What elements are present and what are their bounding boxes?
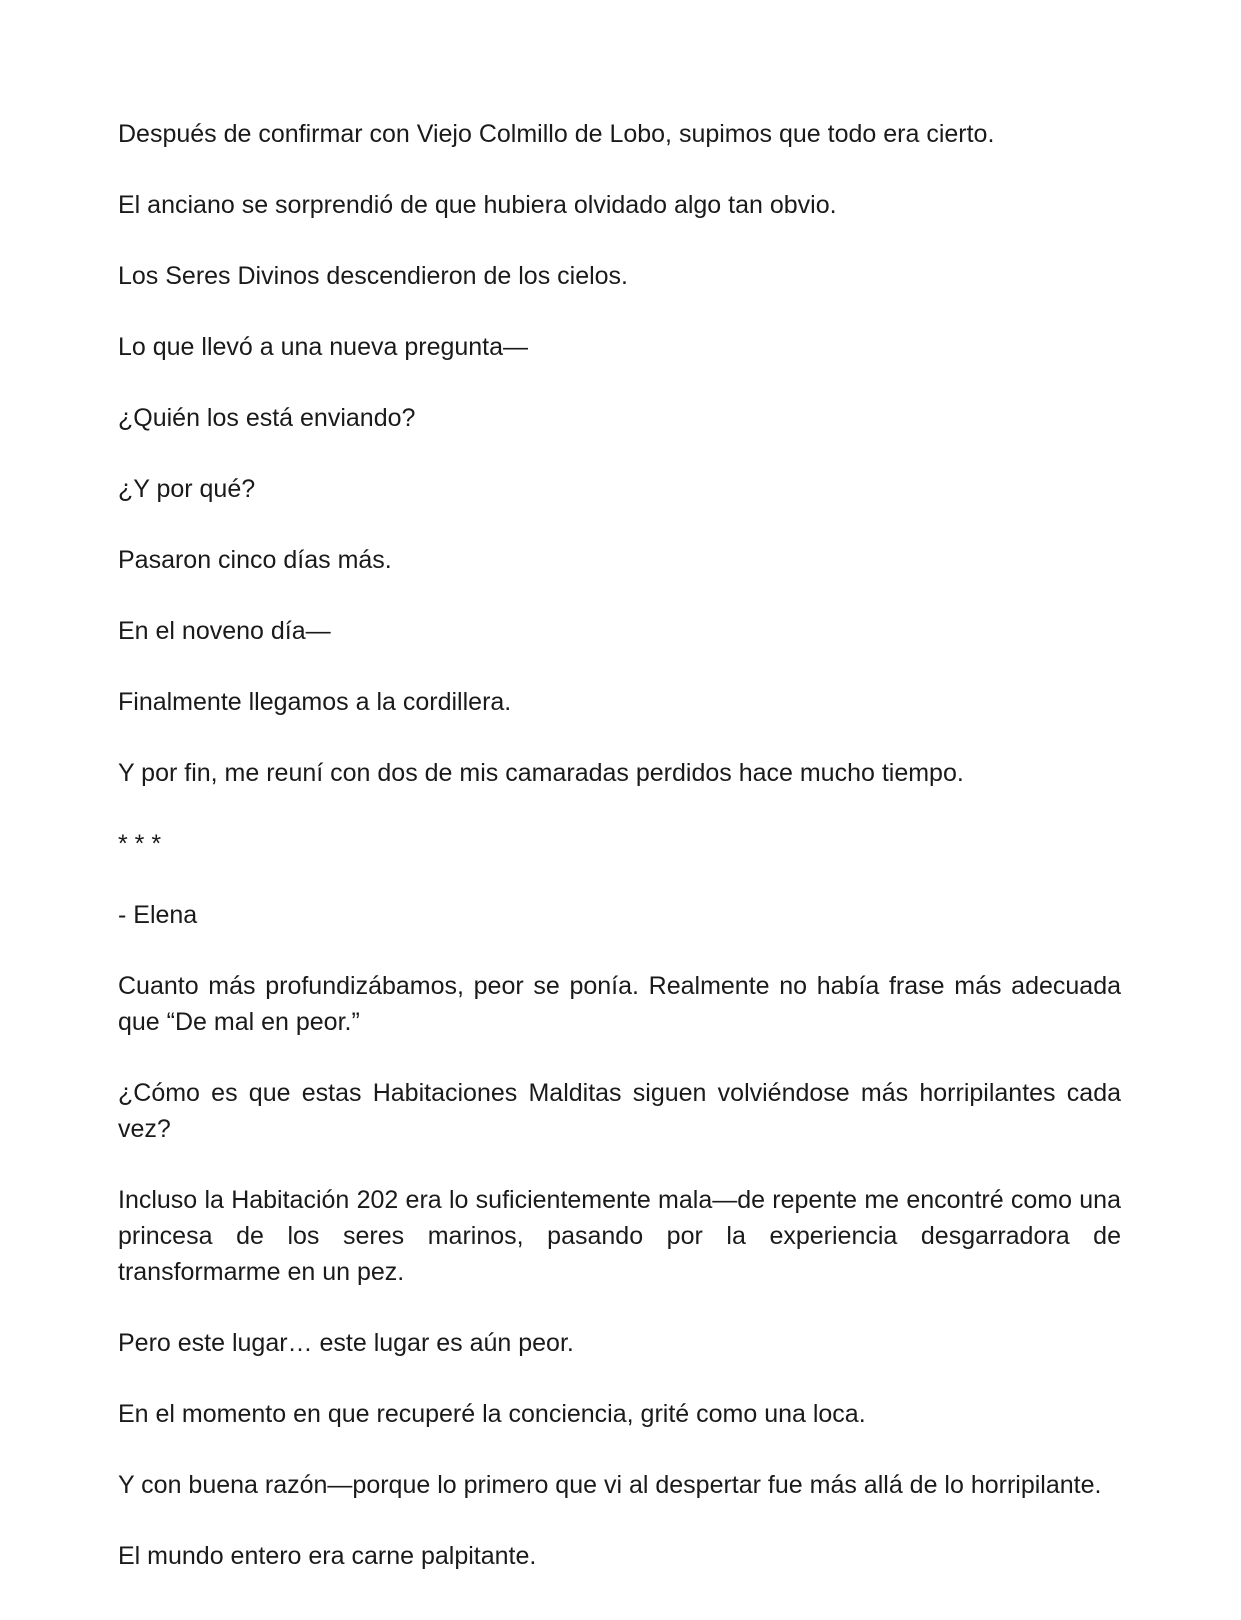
scene-break: * * * <box>118 830 162 858</box>
paragraph: El mundo entero era carne palpitante. <box>118 1542 537 1570</box>
paragraph: Lo que llevó a una nueva pregunta— <box>118 333 529 361</box>
paragraph: En el momento en que recuperé la conciencia, grité como una loca. <box>118 1400 866 1428</box>
paragraph: Cuanto más profundizábamos, peor se ponía. Realmente no había frase más adecuada que “De mal en peor.” <box>118 972 1121 1036</box>
paragraph: Los Seres Divinos descendieron de los cielos. <box>118 262 628 290</box>
paragraph: Después de confirmar con Viejo Colmillo de Lobo, supimos que todo era cierto. <box>118 120 995 148</box>
paragraph: Pero este lugar… este lugar es aún peor. <box>118 1329 574 1357</box>
paragraph: Incluso la Habitación 202 era lo suficientemente mala—de repente me encontré como una princesa de los seres marinos, pasando por la experiencia desgarradora de transformarme en un pez. <box>118 1186 1121 1286</box>
paragraph: Y por fin, me reuní con dos de mis camaradas perdidos hace mucho tiempo. <box>118 759 964 787</box>
paragraph: El anciano se sorprendió de que hubiera olvidado algo tan obvio. <box>118 191 837 219</box>
paragraph: En el noveno día— <box>118 617 331 645</box>
paragraph: Y con buena razón—porque lo primero que vi al despertar fue más allá de lo horripilante. <box>118 1471 1102 1499</box>
paragraph: ¿Y por qué? <box>118 475 256 503</box>
paragraph: ¿Cómo es que estas Habitaciones Malditas siguen volviéndose más horripilantes cada vez? <box>118 1079 1121 1143</box>
pov-heading: - Elena <box>118 901 198 929</box>
paragraph: ¿Quién los está enviando? <box>118 404 416 432</box>
paragraph: Finalmente llegamos a la cordillera. <box>118 688 512 716</box>
paragraph: Pasaron cinco días más. <box>118 546 392 574</box>
document-body <box>118 116 1121 1609</box>
